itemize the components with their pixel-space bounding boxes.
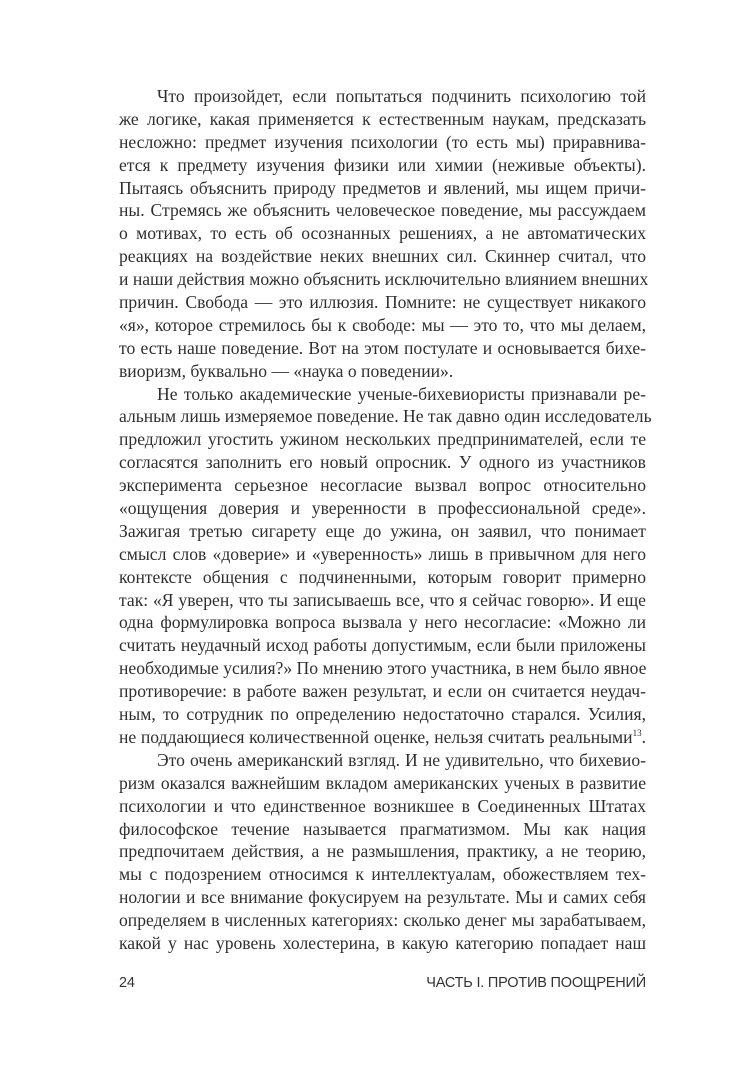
text-line: одна формулировка вопроса вызвала у него несогласие: «Можно ли xyxy=(119,612,646,633)
text-line: определяем в численных категориях: сколько денег мы зарабатываем, xyxy=(119,910,646,931)
paragraph-2 xyxy=(119,383,652,749)
footnote-reference[interactable]: 13 xyxy=(632,727,642,738)
text-line: Пытаясь объяснить природу предметов и явлений, мы ищем причи- xyxy=(119,177,646,198)
text-line: считать неудачный исход работы допустимым, если были приложены xyxy=(119,635,646,656)
text-line: ризм оказался важнейшим вкладом американских ученых в развитие xyxy=(119,772,646,793)
text-line: альным лишь измеряемое поведение. Не так давно один исследователь xyxy=(119,406,652,427)
page-footer xyxy=(119,975,646,991)
text-line: реакциях на воздействие неких внешних сил. Скиннер считал, что xyxy=(119,246,646,267)
text-line: предложил угостить ужином нескольких предпринимателей, если те xyxy=(119,429,646,450)
text-line xyxy=(119,726,646,749)
text-line: ным, то сотрудник по определению недостаточно старался. Усилия, xyxy=(119,704,646,725)
text-line: мы с подозрением относимся к интеллектуалам, обожествляем тех- xyxy=(119,864,646,885)
text-line: Зажигая третью сигарету еще до ужина, он заявил, что понимает xyxy=(119,520,646,541)
text-line: причин. Свобода — это иллюзия. Помните: не существует никакого xyxy=(119,292,646,313)
text-line: же логике, какая применяется к естественным наукам, предсказать xyxy=(119,108,646,129)
text-line: философское течение называется прагматизмом. Мы как нация xyxy=(119,818,646,839)
running-head: ЧАСТЬ I. ПРОТИВ ПООЩРЕНИЙ xyxy=(426,975,646,991)
text-line: о мотивах, то есть об осознанных решениях, а не автоматических xyxy=(119,223,646,244)
paragraph-1 xyxy=(119,85,649,383)
text-line: психологии и что единственное возникшее в Соединенных Штатах xyxy=(119,795,646,816)
text-line: какой у нас уровень холестерина, в какую категорию попадает наш xyxy=(119,932,646,953)
text-line: контексте общения с подчиненными, которым говорит примерно xyxy=(119,566,646,587)
paragraph-3 xyxy=(119,749,646,955)
text-line: «ощущения доверия и уверенности в профессиональной среде». xyxy=(119,498,646,519)
text-line: ется к предмету изучения физики или химии (неживые объекты). xyxy=(119,154,646,175)
line-tail: . xyxy=(641,726,646,747)
text-line: необходимые усилия?» По мнению этого участника, в нем было явное xyxy=(119,658,647,679)
text-line: то есть наше поведение. Вот на этом постулате и основывается бихе- xyxy=(119,337,646,358)
text-line: эксперимента серьезное несогласие вызвал вопрос относительно xyxy=(119,475,646,496)
text-line: предпочитаем действия, а не размышления, практику, а не теорию, xyxy=(119,841,646,862)
text-line: «я», которое стремилось бы к свободе: мы — это то, что мы делаем, xyxy=(119,314,646,335)
text-line: смысл слов «доверие» и «уверенность» лишь в привычном для него xyxy=(119,543,646,564)
text-line: Это очень американский взгляд. И не удивительно, что бихевио- xyxy=(157,749,646,770)
text-line: нологии и все внимание фокусируем на результате. Мы и самих себя xyxy=(119,887,646,908)
page-number: 24 xyxy=(119,975,135,991)
page-body xyxy=(119,85,652,955)
text-line: и наши действия можно объяснить исключительно влиянием внешних xyxy=(119,269,649,290)
text-line: ны. Стремясь же объяснить человеческое поведение, мы рассуждаем xyxy=(119,200,646,221)
text-line: Что произойдет, если попытаться подчинить психологию той xyxy=(157,86,646,106)
text-line: Не только академические ученые-бихевиористы признавали ре- xyxy=(157,383,646,404)
text-line: так: «Я уверен, что ты записываешь все, что я сейчас говорю». И еще xyxy=(119,589,646,610)
text-line-content: не поддающиеся количественной оценке, нельзя считать реальными xyxy=(119,726,633,747)
text-line: противоречие: в работе важен результат, и если он считается неудач- xyxy=(119,681,646,702)
text-line: виоризм, буквально — «наука о поведении». xyxy=(119,360,454,381)
text-line: согласятся заполнить его новый опросник. У одного из участников xyxy=(119,452,646,473)
text-line: несложно: предмет изучения психологии (то есть мы) приравнива- xyxy=(119,131,646,152)
